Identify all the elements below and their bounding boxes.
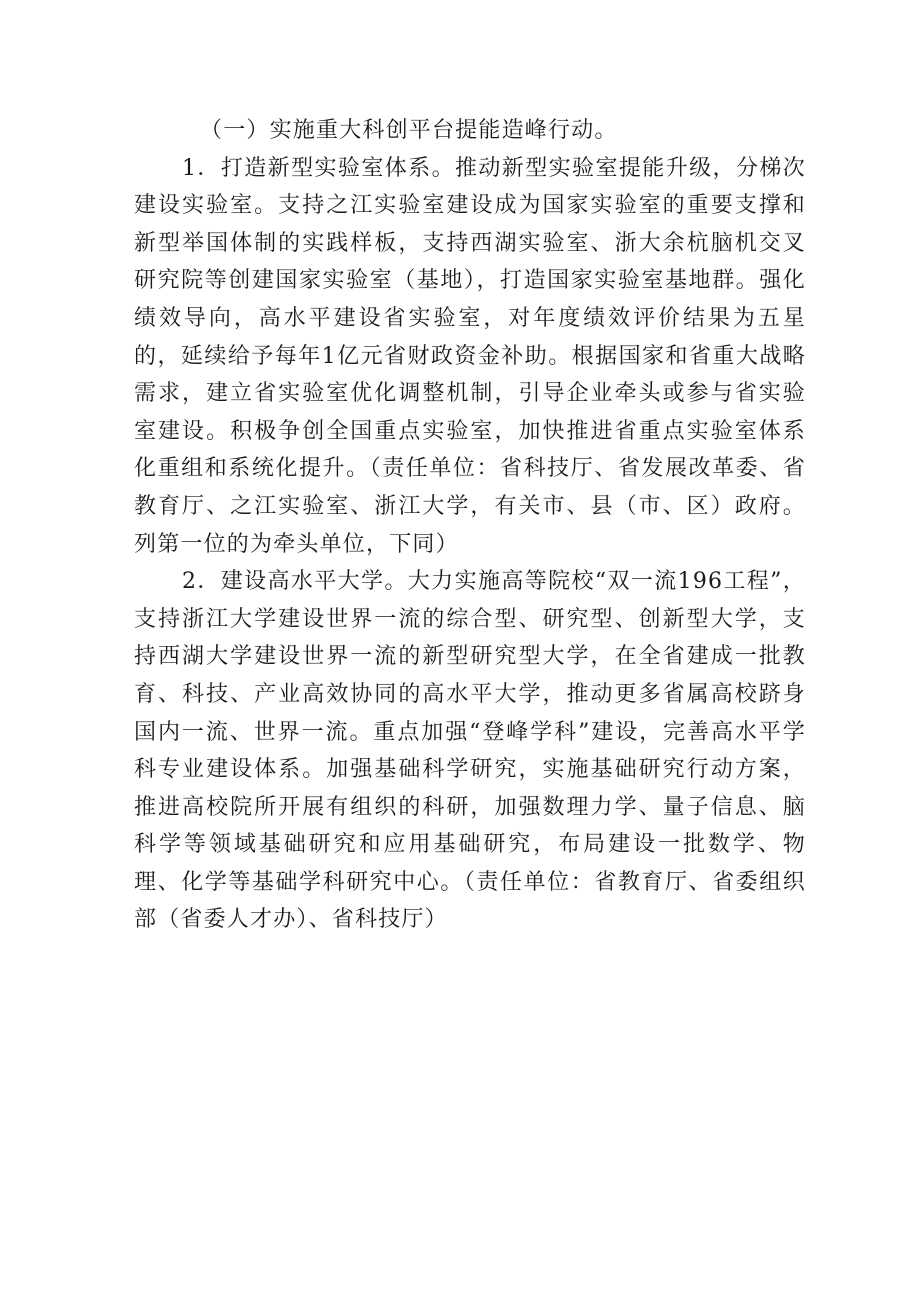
section-heading: （一）实施重大科创平台提能造峰行动。 xyxy=(200,118,618,143)
paragraph-high-level-universities: 2．建设高水平大学。大力实施高等院校“双一流196工程”，支持浙江大学建设世界一流的综合型、研究型、创新型大学，支持西湖大学建设世界一流的新型研究型大学，在全省建成一批教育、科技、产业高效协同的高水平大学，推动更多省属高校跻身国内一流、世界一流。重点加强“登峰学科”建设，完善高水平学科专业建设体系。加强基础科学研究，实施基础研究行动方案，推进高校院所开展有组织的科研，加强数理力学、量子信息、脑科学等领域基础研究和应用基础研究，布局建设一批数学、物理、化学等基础学科研究中心。（责任单位：省教育厅、省委组织部（省委人才办）、省科技厅） xyxy=(134,569,806,933)
document-body xyxy=(134,112,806,939)
paragraph-laboratory-system: 1．打造新型实验室体系。推动新型实验室提能升级，分梯次建设实验室。支持之江实验室建设成为国家实验室的重要支撑和新型举国体制的实践样板，支持西湖实验室、浙大余杭脑机交叉研究院等创建国家实验室（基地），打造国家实验室基地群。强化绩效导向，高水平建设省实验室，对年度绩效评价结果为五星的，延续给予每年1亿元省财政资金补助。根据国家和省重大战略需求，建立省实验室优化调整机制，引导企业牵头或参与省实验室建设。积极争创全国重点实验室，加快推进省重点实验室体系化重组和系统化提升。（责任单位：省科技厅、省发展改革委、省教育厅、之江实验室、浙江大学，有关市、县（市、区）政府。列第一位的为牵头单位，下同） xyxy=(134,155,806,557)
